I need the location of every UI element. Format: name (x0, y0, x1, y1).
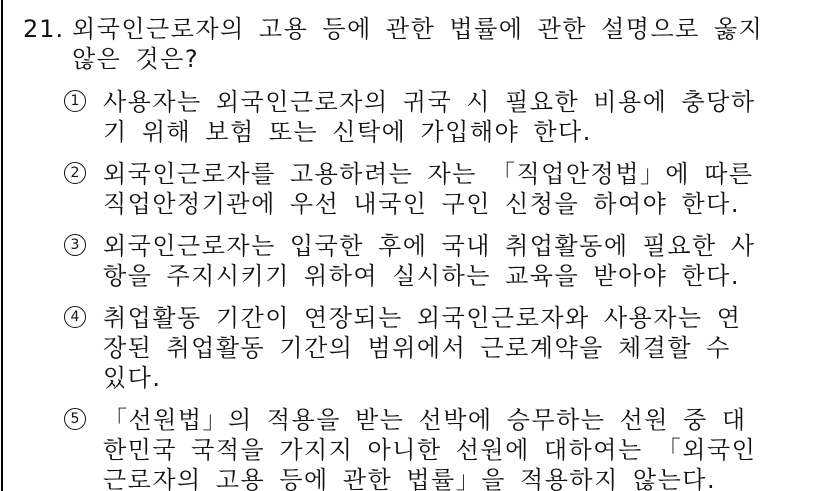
option-5-marker-column (64, 405, 103, 430)
question-number: 21. (23, 15, 65, 43)
circled-number-3-icon (64, 234, 86, 256)
question-block (0, 14, 826, 491)
option-5-line-1: 「선원법」의 적용을 받는 선박에 승무하는 선원 중 대 (103, 406, 747, 434)
option-5-line-3: 근로자의 고용 등에 관한 법률」을 적용하지 않는다. (103, 466, 717, 491)
option-1-line-2: 기 위해 보험 또는 신탁에 가입해야 한다. (103, 118, 592, 146)
question-text-line-1: 외국인근로자의 고용 등에 관한 법률에 관한 설명으로 옳지 (72, 15, 764, 43)
option-4-line-1: 취업활동 기간이 연장되는 외국인근로자와 사용자는 연 (103, 304, 742, 332)
option-2-number: 2 (70, 165, 80, 181)
option-4-line-3: 있다. (103, 364, 162, 392)
option-1-text (103, 87, 756, 147)
circled-number-2-icon (64, 162, 86, 184)
option-2 (0, 159, 826, 219)
option-5-line-2: 한민국 국적을 가지지 아니한 선원에 대하여는 「외국인 (103, 436, 757, 464)
option-4-text (103, 303, 741, 393)
option-1-marker-column (64, 87, 103, 112)
option-4-marker-column (64, 303, 103, 328)
question-text-line-2: 않은 것은? (72, 45, 200, 73)
option-3-line-1: 외국인근로자는 입국한 후에 국내 취업활동에 필요한 사 (103, 232, 756, 260)
option-3-number: 3 (70, 237, 80, 253)
circled-number-1-icon (64, 90, 86, 112)
option-3-text (103, 231, 756, 291)
option-5-text (103, 405, 756, 491)
option-4 (0, 303, 826, 393)
option-3-marker-column (64, 231, 103, 256)
option-3 (0, 231, 826, 291)
option-1 (0, 87, 826, 147)
circled-number-4-icon (64, 306, 86, 328)
option-1-line-1: 사용자는 외국인근로자의 귀국 시 필요한 비용에 충당하 (103, 88, 756, 116)
option-2-text (103, 159, 754, 219)
option-5 (0, 405, 826, 491)
option-2-line-1: 외국인근로자를 고용하려는 자는 「직업안정법」에 따른 (103, 160, 754, 188)
option-5-number: 5 (70, 411, 80, 427)
answer-options (0, 87, 826, 491)
option-4-line-2: 장된 취업활동 기간의 범위에서 근로계약을 체결할 수 (103, 334, 731, 362)
question-text (72, 14, 763, 74)
option-3-line-2: 항을 주지시키기 위하여 실시하는 교육을 받아야 한다. (103, 262, 740, 290)
option-2-marker-column (64, 159, 103, 184)
option-4-number: 4 (70, 309, 80, 325)
option-2-line-2: 직업안정기관에 우선 내국인 구인 신청을 하여야 한다. (103, 190, 740, 218)
option-1-number: 1 (70, 93, 80, 109)
question-21 (0, 14, 826, 74)
circled-number-5-icon (64, 408, 86, 430)
